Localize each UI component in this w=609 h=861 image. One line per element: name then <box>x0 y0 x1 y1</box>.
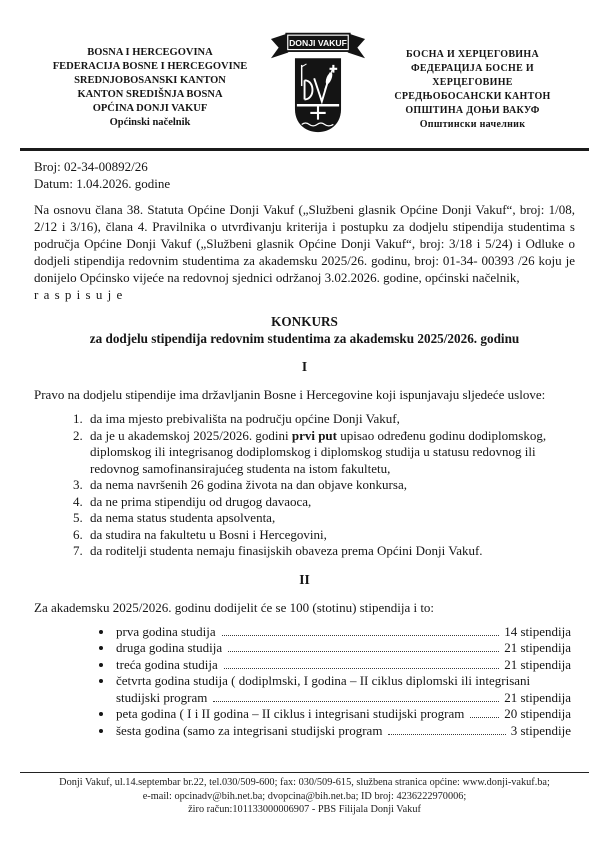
section-ii-heading: II <box>299 571 310 587</box>
item-text: da je u akademskoj 2025/2026. godini <box>90 427 292 443</box>
allocation-item <box>114 673 571 706</box>
coat-of-arms-graphic <box>270 30 366 144</box>
crest-banner-text: DONJI VAKUF <box>289 38 347 49</box>
letterhead-line: KANTON SREDIŠNJA BOSNA <box>77 89 223 100</box>
allocation-label: • treća godina studija <box>116 656 218 672</box>
letterhead-cyrillic <box>370 40 575 132</box>
eligibility-item <box>86 543 575 560</box>
letterhead-line: ФЕДЕРАЦИЈА БОСНЕ И ХЕРЦЕГОВИНЕ <box>411 63 534 88</box>
letterhead <box>34 40 575 144</box>
letterhead-line: BOSNA I HERCEGOVINA <box>87 47 213 58</box>
dot-leader <box>224 668 499 669</box>
allocation-label-wrap: • četvrta godina studija ( dodiplmski, I godina – II ciklus diplomski ili integrisani <box>116 673 531 688</box>
dot-leader <box>388 734 505 735</box>
letterhead-line: Općinski načelnik <box>109 117 191 128</box>
document-title <box>34 313 575 347</box>
allocation-item <box>114 624 571 641</box>
letterhead-line: Општински начелник <box>419 119 526 130</box>
dot-leader <box>213 701 499 702</box>
allocation-label: • šesta godina (samo za integrisani studijski program <box>116 722 383 738</box>
doc-number: Broj: 02-34-00892/26 <box>34 159 148 174</box>
allocation-label: studijski program <box>116 689 208 705</box>
header-divider <box>20 148 589 151</box>
coat-of-arms <box>266 30 370 144</box>
allocation-item <box>114 723 571 740</box>
raspisuje-text: r a s p i s u j e <box>34 287 124 302</box>
title-line-1: KONKURS <box>271 314 338 329</box>
letterhead-line: OPĆINA DONJI VAKUF <box>92 103 208 114</box>
item-text: da ima mjesto prebivališta na području općine Donji Vakuf, <box>90 411 400 426</box>
letterhead-latin <box>34 40 266 130</box>
document-footer <box>20 772 589 817</box>
letterhead-line: SREDNJOBOSANSKI KANTON <box>74 75 226 86</box>
allocation-lead: Za akademsku 2025/2026. godinu dodijelit će se 100 (stotinu) stipendija i to: <box>34 599 435 615</box>
allocation-count: 14 stipendija <box>504 623 571 639</box>
title-line-2: za dodjelu stipendija redovnim studentima za akademsku 2025/2026. godinu <box>89 331 520 346</box>
allocation-list <box>34 624 571 740</box>
eligibility-lead: Pravo na dodjelu stipendije ima državljanin Bosne i Hercegovine koji ispunjavaju sljedeće uslove: <box>34 387 546 402</box>
allocation-count: 21 stipendija <box>504 656 571 672</box>
eligibility-item <box>86 494 575 511</box>
allocation-label: • druga godina studija <box>116 640 223 655</box>
doc-date: Datum: 1.04.2026. godine <box>34 176 171 191</box>
footer-line-1: Donji Vakuf, ul.14.septembar br.22, tel.030/509-600; fax: 030/509-615, službena stranica općine: www.donji-vakuf.ba; <box>59 777 550 788</box>
eligibility-list <box>34 411 575 560</box>
allocation-count: 21 stipendija <box>504 689 571 705</box>
item-text: da nema navršenih 26 godina života na dan objave konkursa, <box>90 477 407 492</box>
allocation-count: 20 stipendija <box>504 706 571 721</box>
letterhead-line: ОПШТИНА ДОЊИ ВАКУФ <box>405 105 540 116</box>
allocation-label: • prva godina studija <box>116 623 216 639</box>
item-text: da nema status studenta apsolventa, <box>90 510 276 525</box>
allocation-count: 3 stipendije <box>510 722 571 738</box>
footer-line-3: žiro račun:101133000006907 - PBS Filijala Donji Vakuf <box>188 804 421 815</box>
letterhead-line: СРЕДЊОБОСАНСКИ КАНТОН <box>394 91 551 102</box>
dot-leader <box>222 635 500 636</box>
item-text: da roditelji studenta nemaju finasijskih obaveza prema Općini Donji Vakuf. <box>90 543 483 558</box>
dot-leader <box>228 651 499 652</box>
eligibility-item <box>86 477 575 494</box>
allocation-label: • peta godina ( I i II godina – II ciklus i integrisani studijski program <box>116 706 465 721</box>
item-bold: prvi put <box>291 427 337 443</box>
eligibility-item <box>86 527 575 544</box>
item-text: da studira na fakultetu u Bosni i Hercegovini, <box>90 526 327 542</box>
document-meta <box>34 158 575 192</box>
allocation-item <box>114 706 571 723</box>
item-text: upisao određenu godinu dodiplomskog, diplomskog ili integrisanog dodiplomskog i diplomskog studija u statusu redovnog ili redovnog samofinansirajućeg studenta na istom fakultetu, <box>90 427 547 476</box>
allocation-item <box>114 640 571 657</box>
letterhead-line: FEDERACIJA BOSNE I HERCEGOVINE <box>52 61 248 72</box>
allocation-count: 21 stipendija <box>504 640 571 655</box>
intro-paragraph: Na osnovu člana 38. Statuta Općine Donji Vakuf („Službeni glasnik Općine Donji Vakuf“, broj: 1/08, 2/12 i 3/16), člana 4. Pravilnika o utvrđivanju kriterija i postupku za dodjelu stipendija studentima s područja Općine Donji Vakuf („Službeni glasnik Općine Donji Vakuf“, broj: 3/18 i 5/24) i Odluke o dodjeli stipendija redovnim studentima za akademsku 2025/26. godinu, broj: 01-34- 00393 /26 koju je donijelo Općinsko vijeće na redovnoj sjednici održanoj 3.02.2026. godine, općinski načelnik, <box>34 202 575 285</box>
dot-leader <box>470 717 499 718</box>
eligibility-item <box>86 428 575 478</box>
item-text: da ne prima stipendiju od drugog davaoca, <box>90 493 312 509</box>
eligibility-item <box>86 411 575 428</box>
letterhead-line: БОСНА И ХЕРЦЕГОВИНА <box>406 49 539 60</box>
allocation-item <box>114 657 571 674</box>
footer-line-2: e-mail: opcinadv@bih.net.ba; dvopcina@bih.net.ba; ID broj: 4236222970006; <box>142 790 467 802</box>
section-i-heading: I <box>301 359 308 374</box>
eligibility-item <box>86 510 575 527</box>
